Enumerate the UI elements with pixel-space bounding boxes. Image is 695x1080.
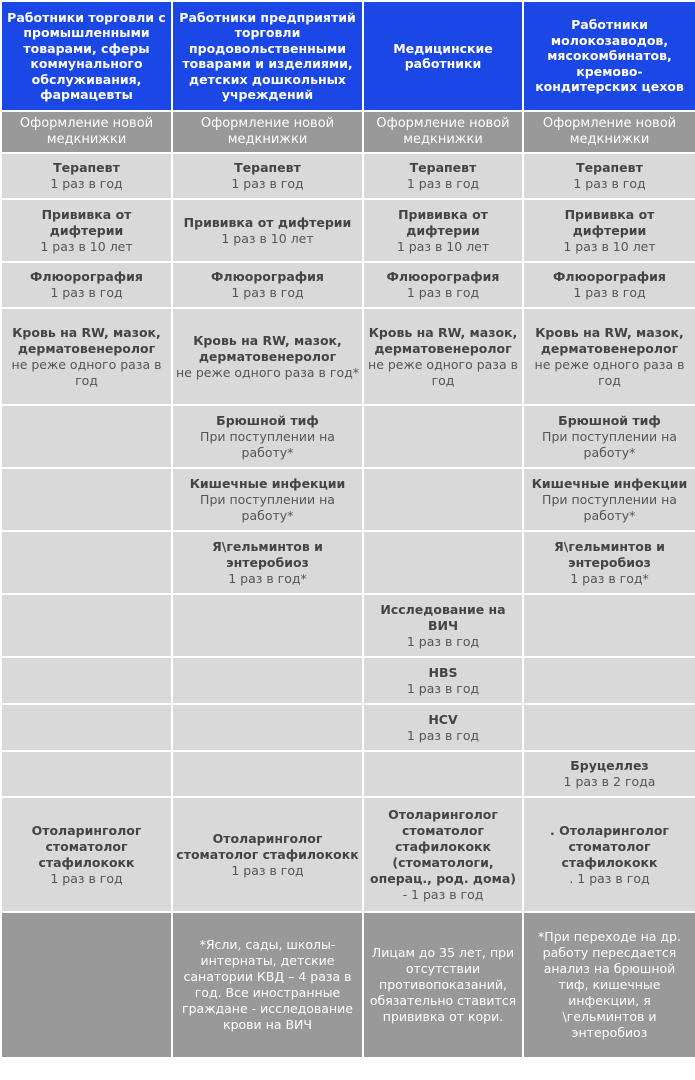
table-cell <box>364 913 522 1057</box>
table-cell <box>524 406 695 467</box>
table-cell <box>2 309 171 404</box>
table-cell <box>364 658 522 703</box>
header-col-1: Работники торговли с промышленными товарами, сферы коммунального обслуживания, фармацевты <box>2 2 171 110</box>
cell-title: Я\гельминтов и энтеробиоз <box>554 538 665 570</box>
cell-title: Кровь на RW, мазок, дерматовенеролог <box>12 324 161 356</box>
cell-subtitle: 1 раз в год <box>406 176 480 191</box>
table-cell <box>364 112 522 152</box>
table-cell <box>524 200 695 261</box>
cell-title: Кишечные инфекции <box>531 475 688 491</box>
cell-text: Оформление новой медкнижки <box>542 116 677 147</box>
cell-text: *При переходе на др. работу пересдается анализ на брюшной тиф, кишечные инфекции, я \гельминтов и энтеробиоз <box>538 929 681 1040</box>
table-cell <box>524 705 695 750</box>
cell-title: Кишечные инфекции <box>189 475 346 491</box>
cell-title: Отоларинголог стоматолог стафилококк <box>31 822 142 870</box>
cell-title: Флюорография <box>553 269 666 284</box>
cell-title: Прививка от дифтерии <box>41 206 132 238</box>
cell-subtitle: 1 раз в год* <box>570 570 649 586</box>
table-row <box>2 200 695 261</box>
cell-title: Брюшной тиф <box>558 412 661 428</box>
cell-subtitle: 1 раз в год <box>406 680 480 696</box>
table-cell <box>173 154 362 198</box>
table-cell <box>173 913 362 1057</box>
cell-title: HBS <box>428 664 458 680</box>
table-cell <box>364 798 522 911</box>
cell-subtitle: 1 раз в 10 лет <box>396 238 490 254</box>
table-cell <box>173 406 362 467</box>
cell-title: Кровь на RW, мазок, дерматовенеролог <box>368 324 518 356</box>
table-row <box>2 309 695 404</box>
cell-subtitle: не реже одного раза в год <box>11 356 162 388</box>
cell-title: Отоларинголог стоматолог стафилококк (стоматологи, операц., род. дома) <box>370 806 516 886</box>
table-cell <box>364 595 522 656</box>
table-cell <box>524 112 695 152</box>
cell-subtitle: 1 раз в год <box>573 176 646 191</box>
table-cell <box>173 532 362 593</box>
header-col-4: Работники молокозаводов, мясокомбинатов, кремово-кондитерских цехов <box>524 2 695 110</box>
cell-subtitle: 1 раз в год <box>50 176 123 191</box>
cell-title: Прививка от дифтерии <box>398 206 488 238</box>
table-cell <box>524 154 695 198</box>
header-col-3: Медицинские работники <box>364 2 522 110</box>
table-cell <box>173 309 362 404</box>
table-row <box>2 154 695 198</box>
table-cell <box>524 532 695 593</box>
table-cell <box>2 913 171 1057</box>
table-row <box>2 112 695 152</box>
cell-subtitle: 1 раз в 10 лет <box>40 238 133 254</box>
cell-subtitle: 1 раз в год <box>231 285 304 300</box>
cell-title: HCV <box>428 711 458 727</box>
cell-subtitle: При поступлении на работу* <box>542 428 677 460</box>
cell-subtitle: 1 раз в год* <box>228 570 307 586</box>
table-row <box>2 469 695 530</box>
table-cell <box>524 309 695 404</box>
cell-subtitle: 1 раз в год <box>231 862 304 878</box>
cell-subtitle: не реже одного раза в год <box>534 356 685 388</box>
table-cell <box>173 658 362 703</box>
table-cell <box>173 112 362 152</box>
table-row <box>2 406 695 467</box>
table-cell <box>173 200 362 261</box>
table-cell <box>2 200 171 261</box>
table-cell <box>2 532 171 593</box>
cell-title: Терапевт <box>409 160 477 175</box>
table-cell <box>524 798 695 911</box>
table-cell <box>524 752 695 796</box>
cell-title: Отоларинголог стоматолог стафилококк <box>176 830 359 862</box>
table-row <box>2 658 695 703</box>
table-cell <box>364 309 522 404</box>
cell-subtitle: 1 раз в год <box>50 285 123 300</box>
table-row <box>2 705 695 750</box>
table-cell <box>173 469 362 530</box>
table-cell <box>2 469 171 530</box>
cell-title: . Отоларинголог стоматолог стафилококк <box>550 822 669 870</box>
table-cell <box>2 595 171 656</box>
table-cell <box>173 263 362 307</box>
table-cell <box>2 112 171 152</box>
cell-text: Оформление новой медкнижки <box>376 116 510 147</box>
table-cell <box>524 469 695 530</box>
cell-subtitle: 1 раз в год <box>50 870 123 886</box>
table-cell <box>364 263 522 307</box>
table-row <box>2 798 695 911</box>
cell-subtitle: 1 раз в год <box>406 727 480 743</box>
cell-subtitle: 1 раз в год <box>406 633 480 649</box>
cell-title: Флюорография <box>30 269 143 284</box>
table-cell <box>2 658 171 703</box>
table-cell <box>2 263 171 307</box>
header-col-2: Работники предприятий торговли продовольственными товарами и изделиями, детских дошкольных учреждений <box>173 2 362 110</box>
cell-subtitle: При поступлении на работу* <box>200 428 335 460</box>
cell-subtitle: 1 раз в год <box>573 285 646 300</box>
table-cell <box>364 406 522 467</box>
table-cell <box>173 705 362 750</box>
cell-subtitle: 1 раз в 10 лет <box>563 238 656 254</box>
table-cell <box>524 658 695 703</box>
table-cell <box>524 913 695 1057</box>
cell-text: Оформление новой медкнижки <box>19 116 154 147</box>
cell-subtitle: 1 раз в год <box>406 285 480 300</box>
cell-subtitle: - 1 раз в год <box>402 886 484 902</box>
table-cell <box>173 798 362 911</box>
cell-subtitle: При поступлении на работу* <box>542 491 677 523</box>
cell-title: Прививка от дифтерии <box>564 206 655 238</box>
table-cell <box>364 532 522 593</box>
table-cell <box>364 200 522 261</box>
cell-subtitle: 1 раз в 2 года <box>563 774 656 789</box>
table-row <box>2 752 695 796</box>
table-cell <box>524 263 695 307</box>
table-cell <box>2 752 171 796</box>
table-cell <box>2 705 171 750</box>
cell-title: Флюорография <box>211 269 324 284</box>
table-row <box>2 595 695 656</box>
table-cell <box>173 752 362 796</box>
cell-title: Терапевт <box>53 160 120 175</box>
cell-title: Я\гельминтов и энтеробиоз <box>212 538 323 570</box>
cell-subtitle: 1 раз в 10 лет <box>221 230 314 246</box>
cell-title: Кровь на RW, мазок, дерматовенеролог <box>535 324 684 356</box>
cell-title: Брюшной тиф <box>216 412 319 428</box>
table-row <box>2 263 695 307</box>
table-cell <box>173 595 362 656</box>
header-row <box>2 2 695 110</box>
table-row <box>2 532 695 593</box>
table-cell <box>364 469 522 530</box>
cell-subtitle: не реже одного раза в год <box>368 356 518 388</box>
table-cell <box>364 752 522 796</box>
cell-subtitle: 1 раз в год <box>231 176 304 191</box>
table-cell <box>524 595 695 656</box>
table-cell <box>2 406 171 467</box>
cell-title: Флюорография <box>386 269 500 284</box>
cell-subtitle: . 1 раз в год <box>569 870 650 886</box>
cell-title: Терапевт <box>234 160 301 175</box>
table-cell <box>2 798 171 911</box>
table-row <box>2 913 695 1057</box>
cell-title: Прививка от дифтерии <box>183 214 352 230</box>
table-cell <box>364 705 522 750</box>
table-cell <box>364 154 522 198</box>
cell-title: Исследование на ВИЧ <box>380 601 506 633</box>
table-cell <box>2 154 171 198</box>
cell-subtitle: не реже одного раза в год* <box>176 364 360 380</box>
cell-subtitle: При поступлении на работу* <box>200 491 335 523</box>
cell-text: Оформление новой медкнижки <box>200 116 335 147</box>
cell-title: Кровь на RW, мазок, дерматовенеролог <box>193 332 342 364</box>
cell-text: Лицам до 35 лет, при отсутствии противопоказаний, обязательно ставится прививка от кори. <box>369 945 517 1024</box>
cell-text: *Ясли, сады, школы-интернаты, детские санатории КВД – 4 раза в год. Все иностранные граждане - исследование крови на ВИЧ <box>182 937 353 1032</box>
cell-title: Терапевт <box>576 160 643 175</box>
cell-title: Бруцеллез <box>570 758 649 773</box>
